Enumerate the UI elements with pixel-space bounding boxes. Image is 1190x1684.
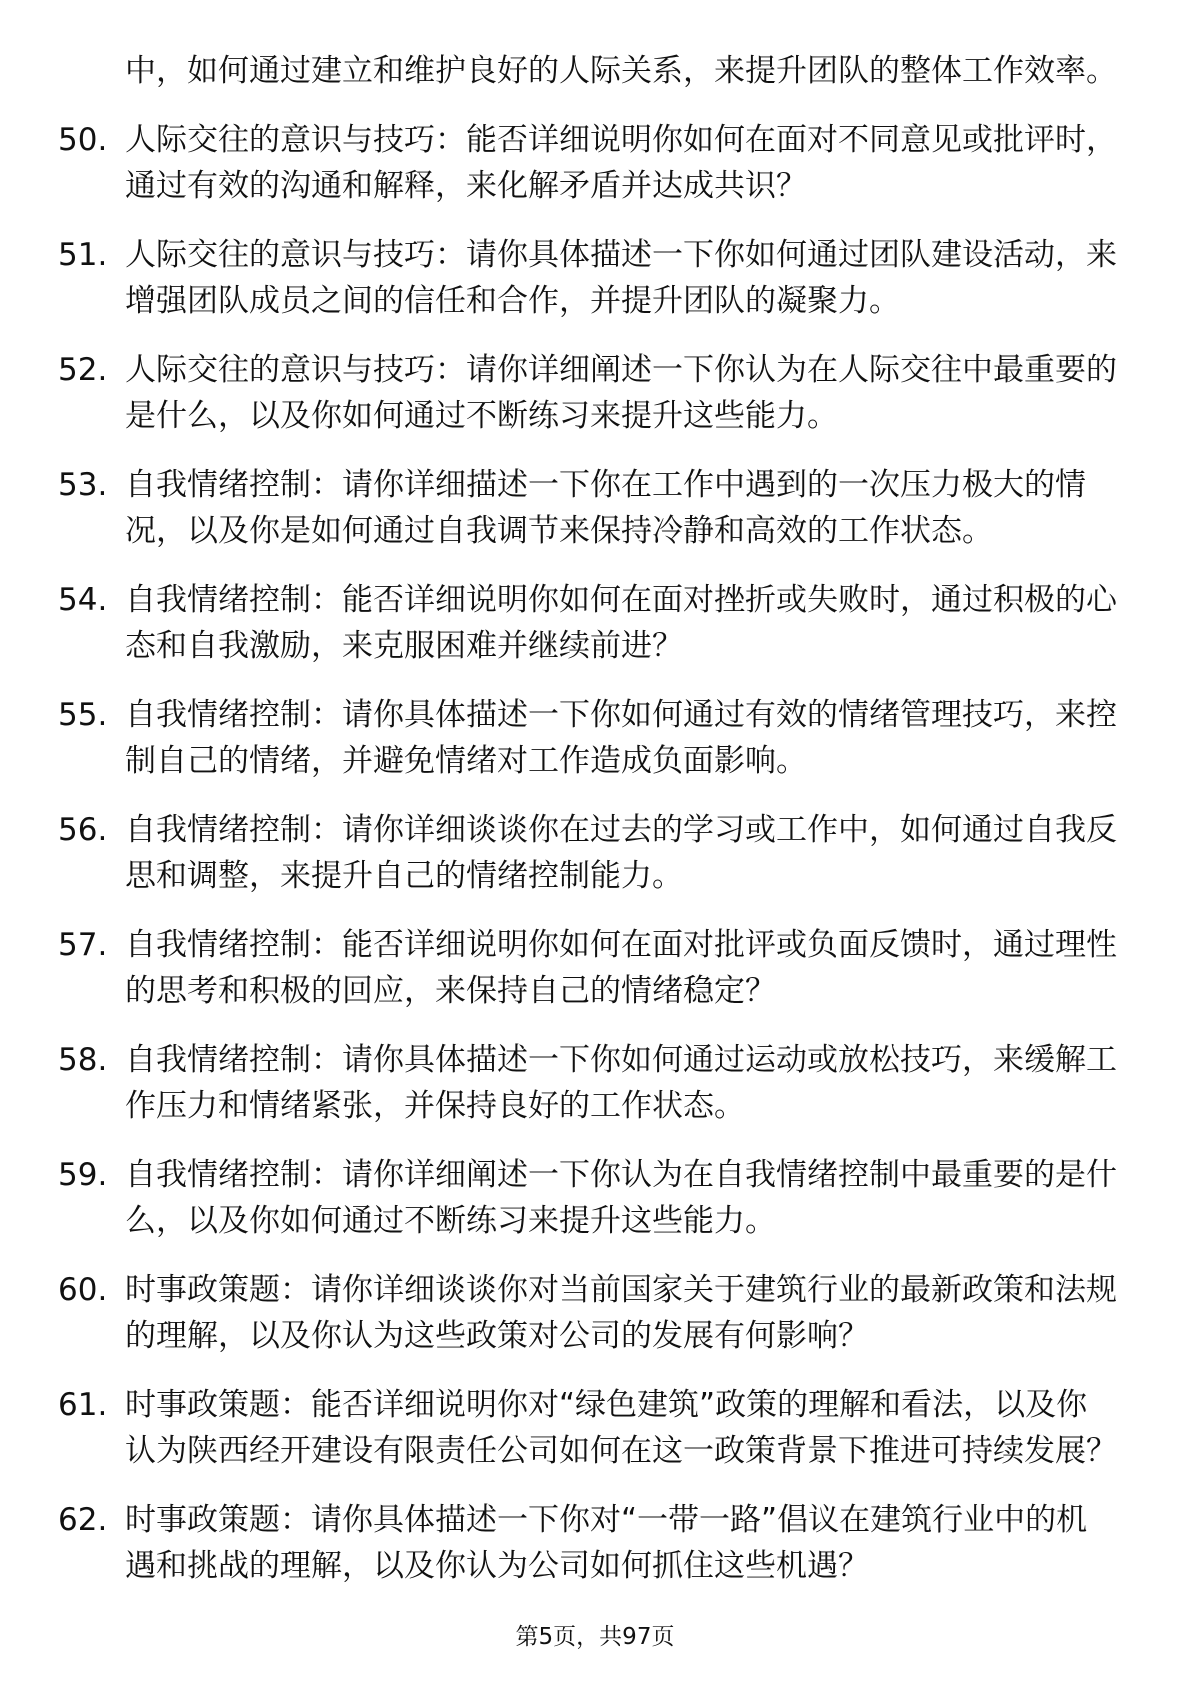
question-text: 人际交往的意识与技巧：请你具体描述一下你如何通过团队建设活动，来增强团队成员之间的信任和合作，并提升团队的凝聚力。 <box>125 237 1117 319</box>
page-number: 第5页，共97页 <box>515 1624 675 1650</box>
question-text: 人际交往的意识与技巧：请你详细阐述一下你认为在人际交往中最重要的是什么，以及你如何通过不断练习来提升这些能力。 <box>125 352 1117 434</box>
question-item <box>58 1037 1118 1129</box>
question-text: 自我情绪控制：请你具体描述一下你如何通过运动或放松技巧，来缓解工作压力和情绪紧张，并保持良好的工作状态。 <box>125 1042 1117 1124</box>
question-list <box>58 48 1118 1612</box>
question-text: 自我情绪控制：能否详细说明你如何在面对挫折或失败时，通过积极的心态和自我激励，来克服困难并继续前进？ <box>125 582 1117 664</box>
question-text: 时事政策题：请你详细谈谈你对当前国家关于建筑行业的最新政策和法规的理解，以及你认为这些政策对公司的发展有何影响？ <box>125 1272 1117 1354</box>
question-item <box>58 1497 1118 1589</box>
question-number: 50. <box>58 122 108 158</box>
question-item <box>58 922 1118 1014</box>
continued-question-text: 中，如何通过建立和维护良好的人际关系，来提升团队的整体工作效率。 <box>125 53 1117 89</box>
question-number: 54. <box>58 582 108 618</box>
question-text: 自我情绪控制：请你详细谈谈你在过去的学习或工作中，如何通过自我反思和调整，来提升自己的情绪控制能力。 <box>125 812 1117 894</box>
question-number: 55. <box>58 697 108 733</box>
question-text: 人际交往的意识与技巧：能否详细说明你如何在面对不同意见或批评时，通过有效的沟通和解释，来化解矛盾并达成共识？ <box>125 122 1117 204</box>
question-item <box>58 117 1118 209</box>
question-item <box>58 577 1118 669</box>
question-number: 52. <box>58 352 108 388</box>
question-text: 自我情绪控制：请你详细阐述一下你认为在自我情绪控制中最重要的是什么，以及你如何通过不断练习来提升这些能力。 <box>125 1157 1117 1239</box>
question-item <box>58 347 1118 439</box>
question-number: 60. <box>58 1272 108 1308</box>
question-item <box>58 1382 1118 1474</box>
question-text: 自我情绪控制：能否详细说明你如何在面对批评或负面反馈时，通过理性的思考和积极的回应，来保持自己的情绪稳定？ <box>125 927 1117 1009</box>
question-number: 62. <box>58 1502 108 1538</box>
question-text: 自我情绪控制：请你具体描述一下你如何通过有效的情绪管理技巧，来控制自己的情绪，并避免情绪对工作造成负面影响。 <box>125 697 1117 779</box>
question-item <box>58 692 1118 784</box>
question-number: 56. <box>58 812 108 848</box>
question-number: 53. <box>58 467 108 503</box>
question-text: 时事政策题：请你具体描述一下你对“一带一路”倡议在建筑行业中的机遇和挑战的理解，以及你认为公司如何抓住这些机遇？ <box>125 1502 1088 1584</box>
question-item <box>58 1152 1118 1244</box>
question-item <box>58 232 1118 324</box>
question-number: 59. <box>58 1157 108 1193</box>
question-text: 自我情绪控制：请你详细描述一下你在工作中遇到的一次压力极大的情况，以及你是如何通过自我调节来保持冷静和高效的工作状态。 <box>125 467 1086 549</box>
question-item <box>58 807 1118 899</box>
question-number: 51. <box>58 237 108 273</box>
question-item <box>58 1267 1118 1359</box>
question-number: 61. <box>58 1387 108 1423</box>
question-number: 58. <box>58 1042 108 1078</box>
question-item <box>58 462 1118 554</box>
question-number: 57. <box>58 927 108 963</box>
question-text: 时事政策题：能否详细说明你对“绿色建筑”政策的理解和看法，以及你认为陕西经开建设有限责任公司如何在这一政策背景下推进可持续发展？ <box>125 1387 1117 1469</box>
